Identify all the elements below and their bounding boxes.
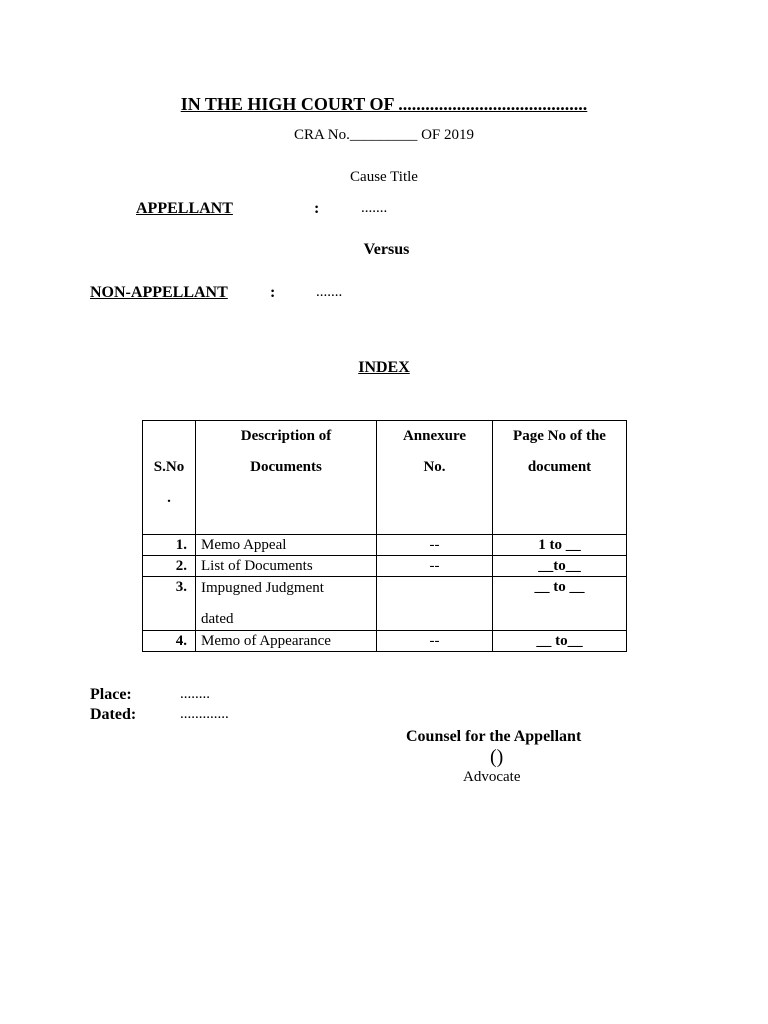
dated-value: ............. <box>180 706 229 722</box>
table-header-row <box>143 421 627 535</box>
table-row <box>143 577 627 631</box>
header-description: Description of Documents <box>196 421 377 535</box>
row-page: __ to__ <box>493 631 627 652</box>
row-sno: 2. <box>143 556 196 577</box>
versus-label: Versus <box>363 241 410 258</box>
row-sno: 1. <box>143 535 196 556</box>
dated-label: Dated: <box>90 706 137 723</box>
table-row <box>143 556 627 577</box>
non-appellant-colon: : <box>270 284 276 301</box>
advocate-label: Advocate <box>463 769 521 785</box>
row-description: Memo Appeal <box>196 535 377 556</box>
row-description <box>196 577 377 631</box>
row-annexure <box>377 577 493 631</box>
index-title: INDEX <box>358 359 410 376</box>
header-sno: S.No . <box>143 421 196 535</box>
row-page: 1 to __ <box>493 535 627 556</box>
row-description: Memo of Appearance <box>196 631 377 652</box>
row-annexure: -- <box>377 631 493 652</box>
row-sno: 3. <box>143 577 196 631</box>
court-title: IN THE HIGH COURT OF .......................................... <box>180 94 588 114</box>
place-value: ........ <box>180 686 210 702</box>
cause-title: Cause Title <box>350 169 418 185</box>
row-description-line1: Impugned Judgment <box>201 580 324 596</box>
table-row <box>143 535 627 556</box>
row-description: List of Documents <box>196 556 377 577</box>
row-description-line2: dated <box>201 611 234 627</box>
table-row <box>143 631 627 652</box>
counsel-signature-label: Counsel for the Appellant <box>406 728 582 745</box>
appellant-value: ....... <box>361 200 388 216</box>
non-appellant-label: NON-APPELLANT <box>90 284 228 301</box>
header-annexure: Annexure No. <box>377 421 493 535</box>
place-label: Place: <box>90 686 132 703</box>
header-page: Page No of the document <box>493 421 627 535</box>
case-number: CRA No._________ OF 2019 <box>293 127 475 143</box>
row-page: __to__ <box>493 556 627 577</box>
appellant-colon: : <box>314 200 320 217</box>
row-page: __ to __ <box>493 577 627 631</box>
row-annexure: -- <box>377 535 493 556</box>
signature-placeholder: () <box>490 746 504 768</box>
row-sno: 4. <box>143 631 196 652</box>
appellant-label: APPELLANT <box>136 200 233 217</box>
non-appellant-value: ....... <box>316 284 343 300</box>
index-table <box>142 420 627 652</box>
row-annexure: -- <box>377 556 493 577</box>
